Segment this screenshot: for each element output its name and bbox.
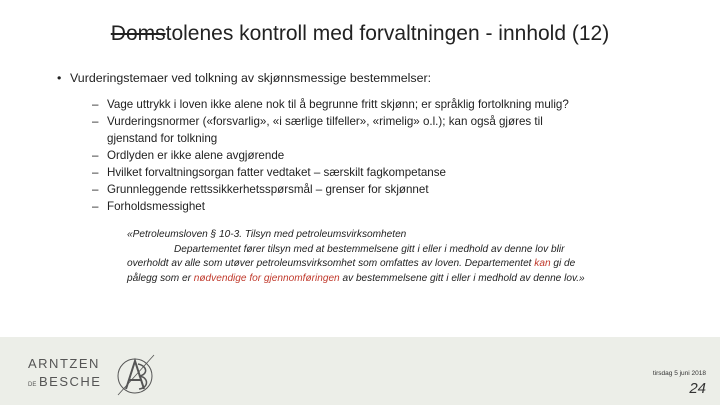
list-item-text: Grunnleggende rettssikkerhetsspørsmål – grenser for skjønnet [107,183,429,196]
quote-line [127,272,585,287]
quote-text: overholdt av alle som utøver petroleumsvirksomhet som omfattes av loven. Departementet [127,258,535,270]
svg-text:BESCHE: BESCHE [39,374,102,389]
dash-marker: – [92,200,99,213]
page-number: 24 [689,380,706,397]
title-text: tolenes kontroll med forvaltningen - innhold (12) [165,22,610,45]
footer-bar [0,337,720,405]
dash-marker: – [92,166,99,179]
dash-marker: – [92,183,99,196]
quote-text: gi de [550,258,576,270]
dash-marker: – [92,115,99,128]
list-item-text: Vurderingsnormer («forsvarlig», «i særlige tilfeller», «rimelig» o.l.); kan også gjøres til [107,115,543,128]
svg-text:ARNTZEN: ARNTZEN [28,356,100,371]
slide-title [0,22,720,46]
svg-text:DE: DE [28,382,37,388]
list-item-text: Vage uttrykk i loven ikke alene nok til å begrunne fritt skjønn; er språklig fortolkning mulig? [107,98,569,111]
company-logo [0,337,168,405]
list-item-text: gjenstand for tolkning [107,132,218,145]
quote-line: Departementet fører tilsyn med at bestemmelsene gitt i eller i medhold av denne lov blir [174,243,565,255]
dash-marker: – [92,98,99,111]
main-bullet-text: Vurderingstemaer ved tolkning av skjønnsmessige bestemmelser: [70,71,432,85]
quote-text: pålegg som er [127,273,194,285]
list-item-text: Forholdsmessighet [107,200,205,213]
title-struck-text: Doms [110,22,166,45]
list-item-text: Hvilket forvaltningsorgan fatter vedtaket – særskilt fagkompetanse [107,166,446,179]
slide-date: tirsdag 5 juni 2018 [652,370,706,377]
highlight-text: nødvendige for gjennomføringen [193,273,340,285]
quote-line [127,257,585,272]
dash-marker: – [92,149,99,162]
quote-line: «Petroleumsloven § 10-3. Tilsyn med petroleumsvirksomheten [127,229,407,240]
law-quote [127,228,585,287]
bullet-marker: • [57,71,62,85]
list-item-text: Ordlyden er ikke alene avgjørende [107,149,285,162]
quote-text: av bestemmelsene gitt i eller i medhold av denne lov.» [339,273,585,285]
highlight-text: kan [534,258,551,270]
